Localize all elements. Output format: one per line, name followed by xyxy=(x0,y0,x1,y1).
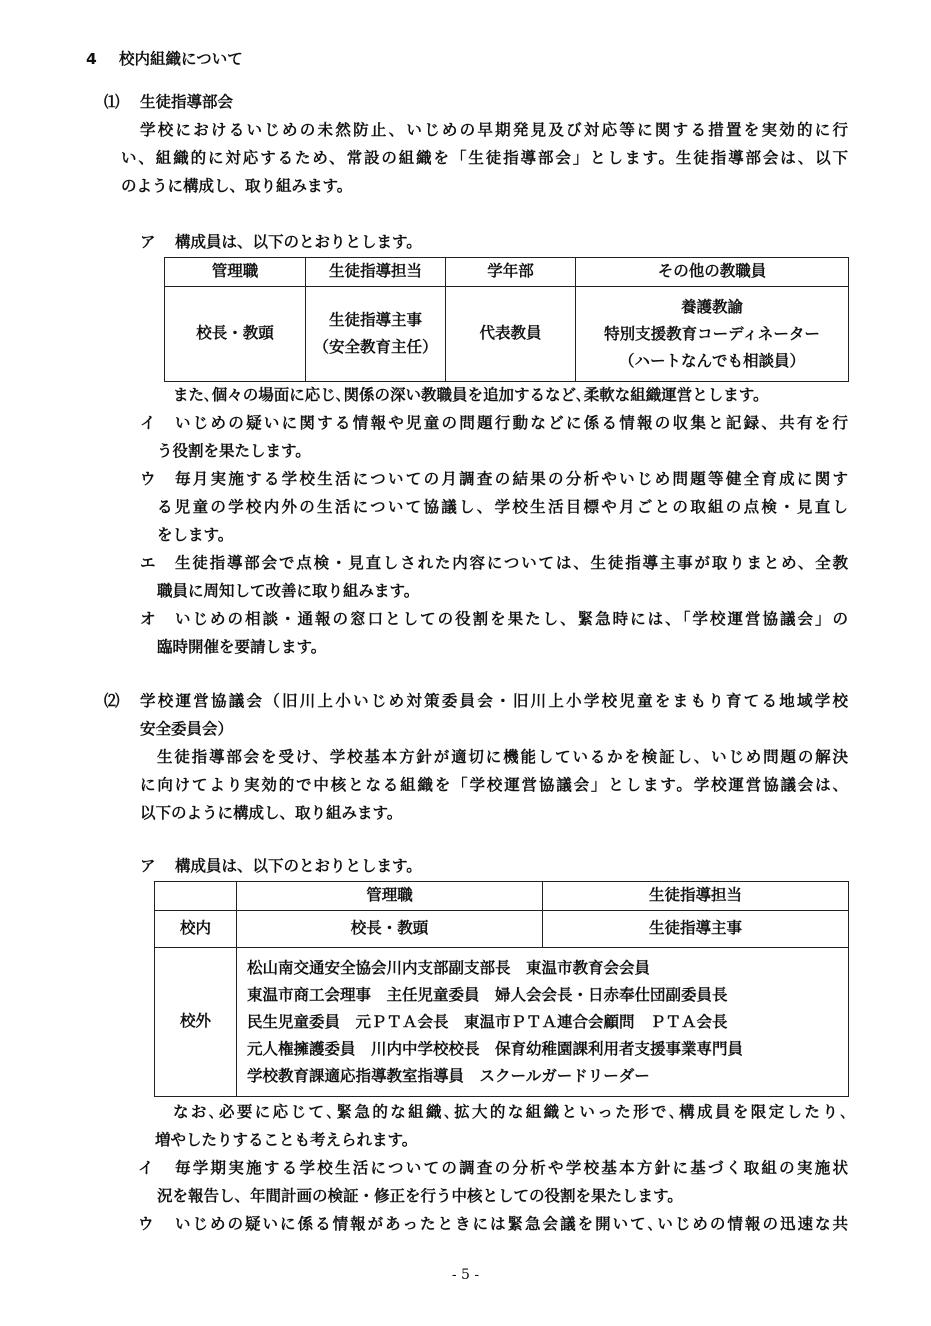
s1-i-marker: イ xyxy=(140,414,156,432)
s1-o-marker: オ xyxy=(140,610,156,628)
s2-outside-line-1: 松山南交通安全協会川内支部副支部長 東温市教育会会員 xyxy=(247,958,651,977)
s2-intro-line-1: 生徒指導部会を受け、学校基本方針が適切に機能しているかを検証し、いじめ問題の解決 xyxy=(157,748,848,766)
s2-note-line-1: なお､必要に応じて､緊急的な組織､拡大的な組織といった形で､構成員を限定したり､ xyxy=(173,1103,848,1121)
s1-i-line-2: う役割を果たします。 xyxy=(157,442,311,460)
s2-inside-label: 校内 xyxy=(155,911,237,948)
s2-title: 学校運営協議会（旧川上小いじめ対策委員会・旧川上小学校児童をまもり育てる地域学校 xyxy=(140,692,848,710)
s2-th-blank xyxy=(155,882,237,911)
s1-title: 生徒指導部会 xyxy=(140,93,234,111)
s2-outside-line-4: 元人権擁護委員 川内中学校校長 保育幼稚園課利用者支援事業専門員 xyxy=(247,1039,744,1058)
s1-u-line-3: をします。 xyxy=(157,526,234,544)
s1-th-kanri: 管理職 xyxy=(165,258,306,287)
s1-u-line-2: る児童の学校内外の生活について協議し、学校生活目標や月ごとの取組の点検・見直し xyxy=(157,498,848,516)
s1-e-line-1: 生徒指導部会で点検・見直しされた内容については、生徒指導主事が取りまとめ、全教 xyxy=(175,554,848,572)
s2-outside-members xyxy=(237,948,849,1097)
s2-th-kanri: 管理職 xyxy=(237,882,543,911)
s2-outside-line-2: 東温市商工会理事 主任児童委員 婦人会会長・日赤奉仕団副委員長 xyxy=(247,985,728,1004)
s1-e-marker: エ xyxy=(140,554,156,572)
s2-intro-line-2: に向けてより実効的で中核となる組織を「学校運営協議会」とします。学校運営協議会は、 xyxy=(140,776,848,794)
s1-intro-line-2: い、組織的に対応するため、常設の組織を「生徒指導部会」とします。生徒指導部会は、以下 xyxy=(121,149,848,167)
s2-outside-line-5: 学校教育課適応指導教室指導員 スクールガードリーダー xyxy=(247,1066,650,1085)
s2-u-line-1: いじめの疑いに係る情報があったときには緊急会議を開いて､いじめの情報の迅速な共 xyxy=(175,1215,848,1233)
s1-u-line-1: 毎月実施する学校生活についての月調査の結果の分析やいじめ問題等健全育成に関す xyxy=(175,470,848,488)
s1-o-line-1: いじめの相談・通報の窓口としての役割を果たし、緊急時には、「学校運営協議会」の xyxy=(175,610,848,628)
s1-th-sonota: その他の教職員 xyxy=(576,258,849,287)
s1-td-sonota xyxy=(576,287,849,382)
s1-intro-line-1: 学校におけるいじめの未然防止、いじめの早期発見及び対応等に関する措置を実効的に行 xyxy=(140,121,848,139)
s1-marker: ⑴ xyxy=(104,93,120,111)
s1-a-text: 構成員は、以下のとおりとします。 xyxy=(175,233,422,251)
s1-td-shido xyxy=(306,287,446,382)
s2-i-marker: イ xyxy=(138,1159,154,1177)
s1-td-sonota-line-1: 養護教諭 xyxy=(680,297,743,316)
s1-td-kanri: 校長・教頭 xyxy=(165,287,306,382)
s1-i-line-1: いじめの疑いに関する情報や児童の問題行動などに係る情報の収集と記録、共有を行 xyxy=(175,414,848,432)
s2-title-cont: 安全委員会） xyxy=(140,720,234,738)
s1-td-shido-line-2: （安全教育主任） xyxy=(313,338,438,356)
s2-note-line-2: 増やしたりすることも考えられます。 xyxy=(155,1131,418,1149)
page-number: - 5 - xyxy=(451,1267,480,1283)
s2-i-line-2: 況を報告し、年間計画の検証・修正を行う中核としての役割を果たします。 xyxy=(157,1187,683,1205)
s1-e-line-2: 職員に周知して改善に取り組みます。 xyxy=(157,582,420,600)
s1-td-sonota-line-2: 特別支援教育コーディネーター xyxy=(604,324,820,343)
s2-a-marker: ア xyxy=(140,857,156,875)
s2-inside-shido: 生徒指導主事 xyxy=(543,911,849,948)
s2-inside-kanri: 校長・教頭 xyxy=(237,911,543,948)
s1-td-sonota-line-3: （ハートなんでも相談員） xyxy=(618,351,805,370)
s2-u-marker: ウ xyxy=(138,1215,154,1233)
section-number: 4 xyxy=(86,50,97,68)
s1-note: また､個々の場面に応じ､関係の深い教職員を追加するなど､柔軟な組織運営とします。 xyxy=(173,386,769,404)
s1-o-line-2: 臨時開催を要請します。 xyxy=(157,638,327,656)
s1-th-shido: 生徒指導担当 xyxy=(306,258,446,287)
s2-marker: ⑵ xyxy=(104,692,120,710)
s1-td-shido-line-1: 生徒指導主事 xyxy=(328,311,422,329)
s2-intro-line-3: 以下のように構成し、取り組みます。 xyxy=(140,804,403,822)
s2-i-line-1: 毎学期実施する学校生活についての調査の分析や学校基本方針に基づく取組の実施状 xyxy=(175,1159,848,1177)
s1-u-marker: ウ xyxy=(140,470,156,488)
s2-outside-line-3: 民生児童委員 元ＰＴＡ会長 東温市ＰＴＡ連合会顧問 ＰＴＡ会長 xyxy=(247,1012,728,1031)
section-title: 校内組織について xyxy=(119,50,243,68)
s1-th-gakunen: 学年部 xyxy=(446,258,576,287)
s2-member-table xyxy=(154,881,849,1097)
s2-outside-label: 校外 xyxy=(155,948,237,1097)
s1-td-gakunen: 代表教員 xyxy=(446,287,576,382)
s1-a-marker: ア xyxy=(140,233,156,251)
s2-th-shido: 生徒指導担当 xyxy=(543,882,849,911)
s2-a-text: 構成員は、以下のとおりとします。 xyxy=(175,857,422,875)
s1-intro-line-3: のように構成し、取り組みます。 xyxy=(121,177,353,195)
s1-member-table xyxy=(164,257,849,382)
